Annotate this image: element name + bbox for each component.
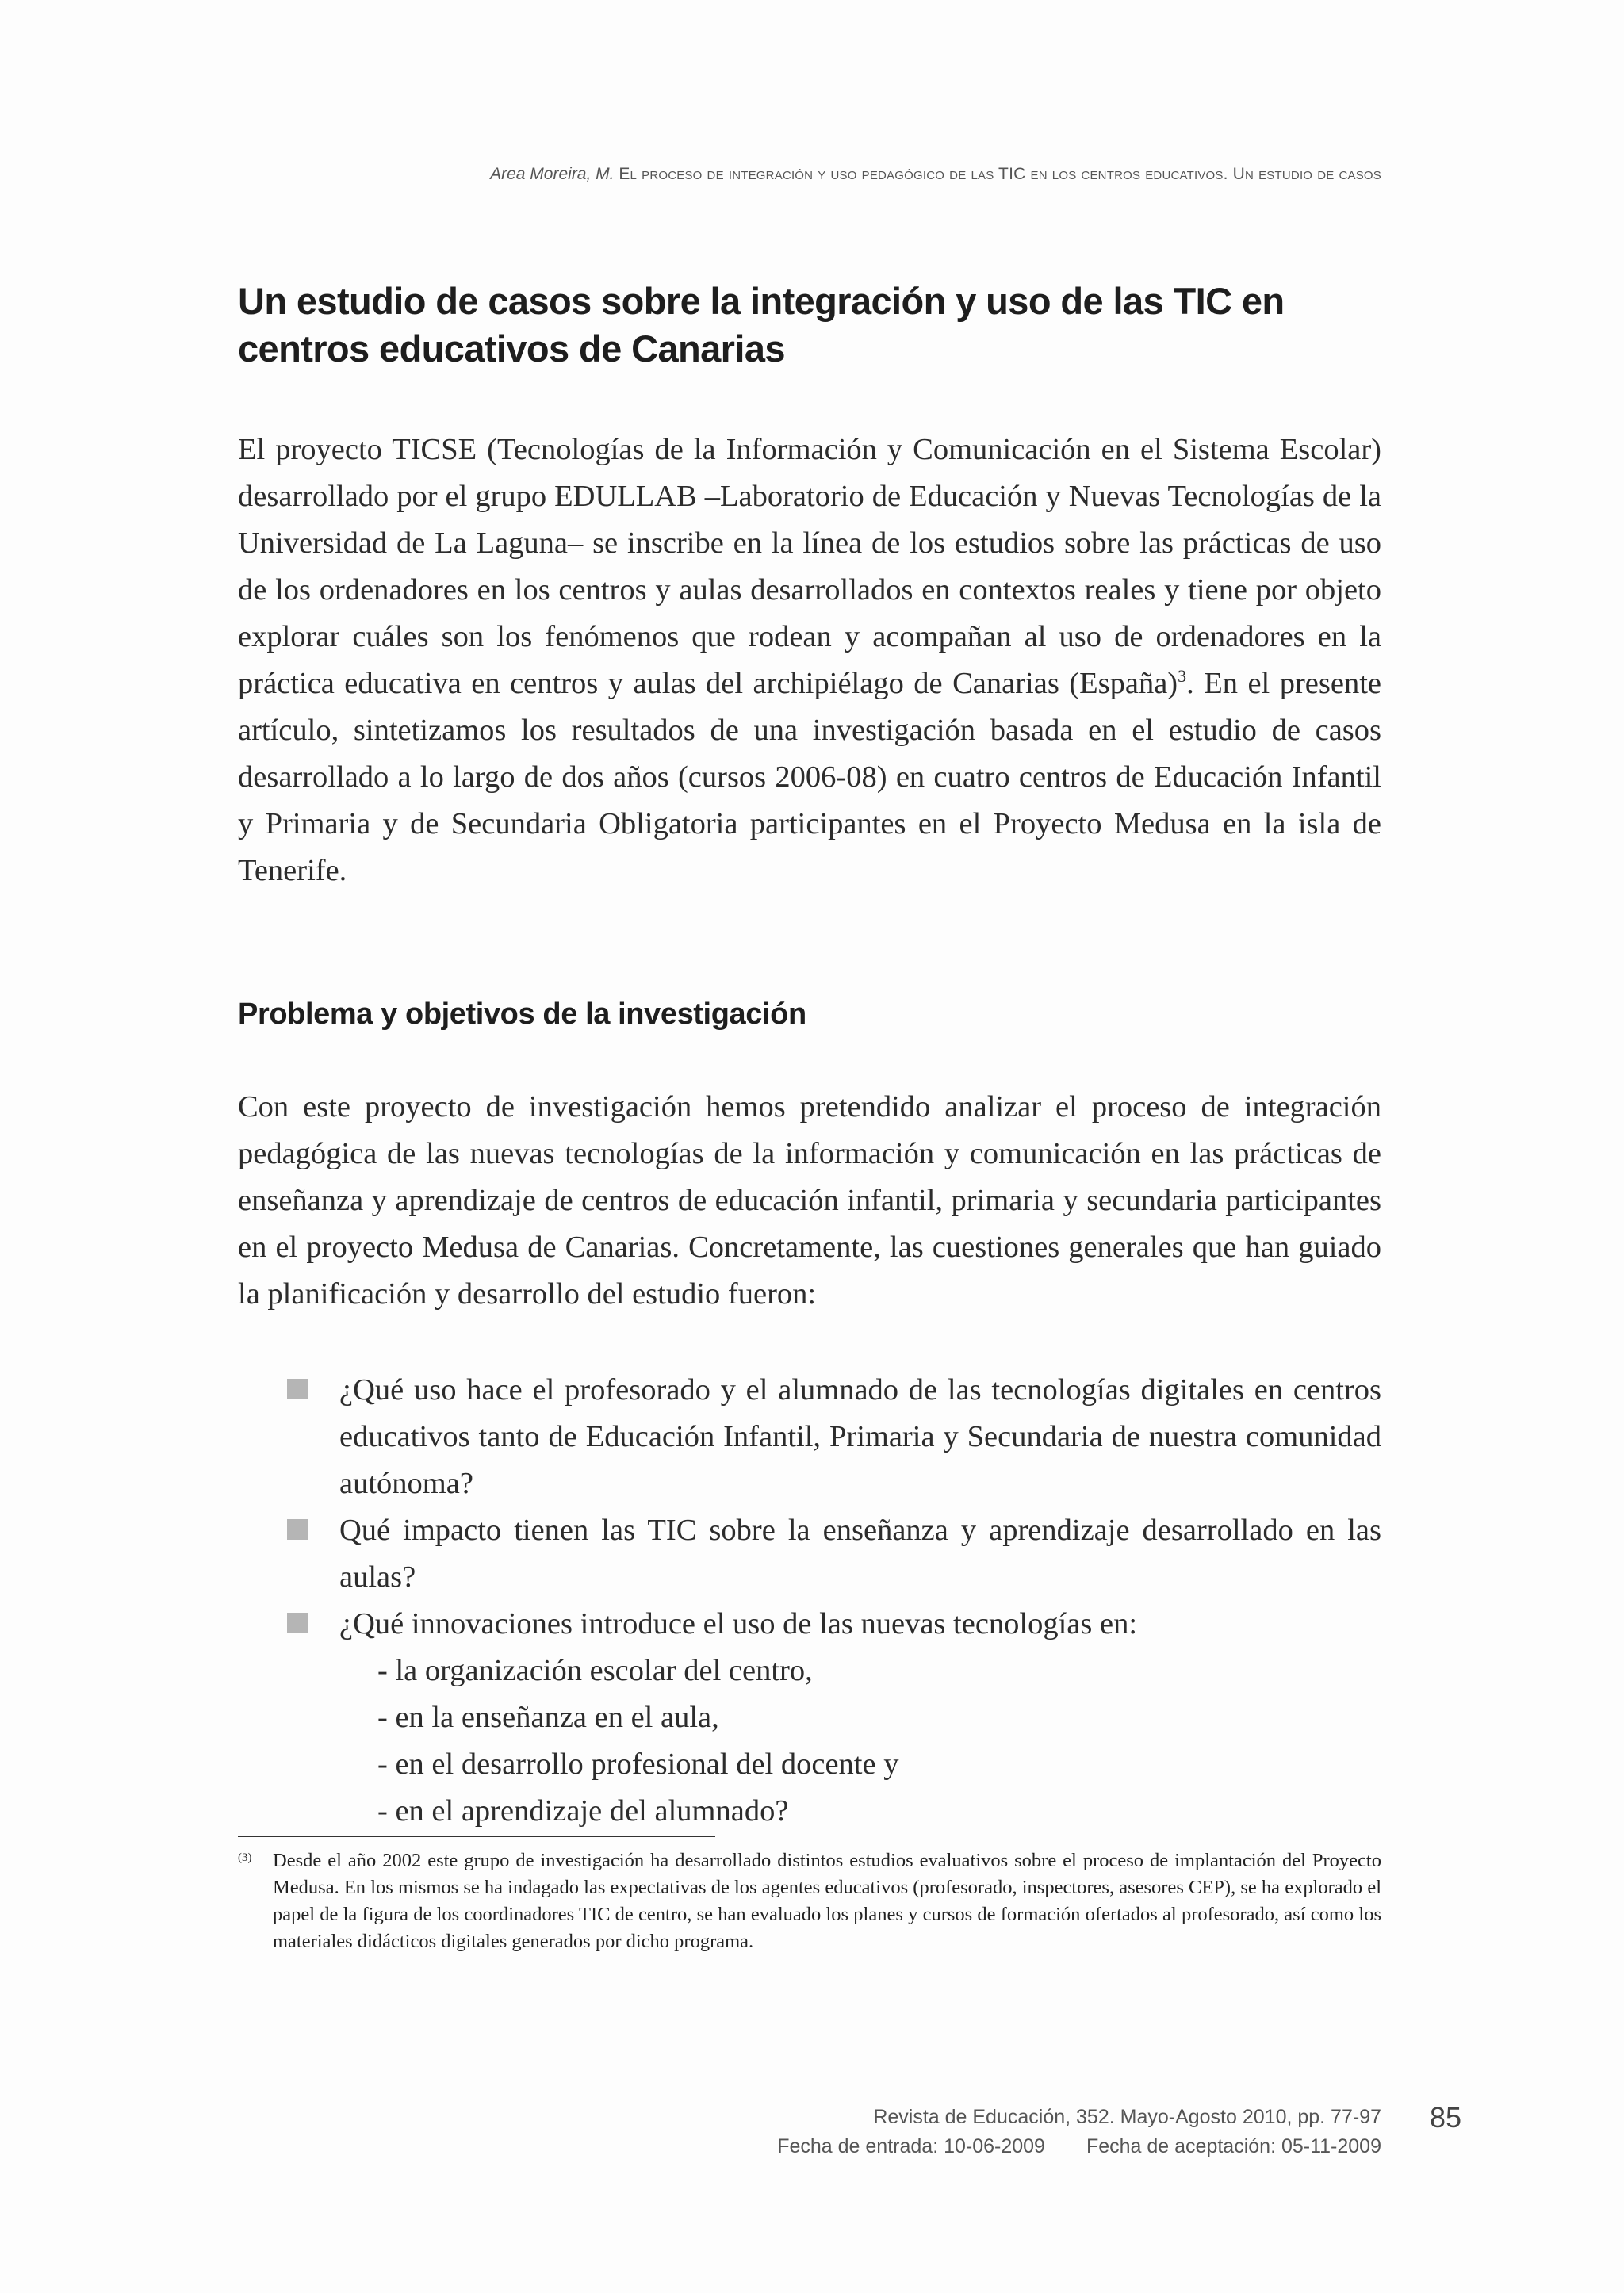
footnote xyxy=(238,1847,1381,1955)
square-bullet-icon xyxy=(287,1519,308,1540)
received-date: Fecha de entrada: 10-06-2009 xyxy=(777,2135,1045,2157)
section-title: Problema y objetivos de la investigación xyxy=(238,997,806,1031)
accepted-date: Fecha de aceptación: 05-11-2009 xyxy=(1086,2135,1381,2157)
footnote-text: Desde el año 2002 este grupo de investigación ha desarrollado distintos estudios evaluativos sobre el proceso de implantación del Proyecto Medusa. En los mismos se ha indagado las expectativas de los agentes educativos (profesorado, inspectores, asesores CEP), se ha explorado el papel de la figura de los coordinadores TIC de centro, se han evaluado los planes y cursos de formación ofertados al profesorado, así como los materiales didácticos digitales generados por dicho programa. xyxy=(273,1850,1381,1952)
footer-dates xyxy=(0,2135,1381,2158)
footnote-reference[interactable]: 3 xyxy=(1178,666,1187,687)
page-number: 85 xyxy=(1430,2101,1462,2134)
square-bullet-icon xyxy=(287,1379,308,1399)
objectives-paragraph: Con este proyecto de investigación hemos pretendido analizar el proceso de integración pedagógica de las nuevas tecnologías de la información y comunicación en las prácticas de enseñanza y aprendizaje de centros de educación infantil, primaria y secundaria participantes en el proyecto Medusa de Canarias. Concretamente, las cuestiones generales que han guiado la planificación y desarrollo del estudio fueron: xyxy=(238,1090,1381,1311)
intro-paragraph-text: El proyecto TICSE (Tecnologías de la Información y Comunicación en el Sistema Escolar) desarrollado por el grupo EDULLAB –Laboratorio de Educación y Nuevas Tecnologías de la Universidad de La Laguna– se inscribe en la línea de los estudios sobre las prácticas de uso de los ordenadores en los centros y aulas desarrollados en contextos reales y tiene por objeto explorar cuáles son los fenómenos que rodean y acompañan al uso de ordenadores en la práctica educativa en centros y aulas del archipiélago de Canarias (España) xyxy=(238,433,1381,700)
innovation-sublist xyxy=(339,1648,1381,1835)
question-text: ¿Qué innovaciones introduce el uso de las nuevas tecnologías en: xyxy=(339,1607,1138,1640)
running-head-author: Area Moreira, M. xyxy=(490,165,615,183)
list-item xyxy=(238,1601,1381,1835)
footnote-mark: (3) xyxy=(238,1851,252,1864)
research-questions-list xyxy=(238,1367,1381,1835)
footnote-divider xyxy=(238,1836,715,1837)
sub-list-item: - en la enseñanza en el aula, xyxy=(377,1701,719,1734)
sub-list-item: - en el desarrollo profesional del docente y xyxy=(377,1748,899,1781)
list-item xyxy=(238,1367,1381,1507)
question-text: ¿Qué uso hace el profesorado y el alumnado de las tecnologías digitales en centros educativos tanto de Educación Infantil, Primaria y Secundaria de nuestra comunidad autónoma? xyxy=(339,1373,1381,1500)
article-title: Un estudio de casos sobre la integración y uso de las TIC en centros educativos de Canarias xyxy=(238,280,1285,369)
list-item xyxy=(238,1507,1381,1601)
running-head xyxy=(0,165,1381,184)
running-head-title: El proceso de integración y uso pedagógico de las TIC en los centros educativos. Un estudio de casos xyxy=(619,165,1381,183)
sub-list-item: - la organización escolar del centro, xyxy=(377,1654,813,1687)
article-body xyxy=(238,278,1381,1835)
intro-paragraph-continuation: . En el presente artículo, sintetizamos los resultados de una investigación basada en el estudio de casos desarrollado a lo largo de dos años (cursos 2006-08) en cuatro centros de Educación Infantil y Primaria y de Secundaria Obligatoria participantes en el Proyecto Medusa en la isla de Tenerife. xyxy=(238,667,1381,887)
question-text: Qué impacto tienen las TIC sobre la enseñanza y aprendizaje desarrollado en las aulas? xyxy=(339,1514,1381,1594)
square-bullet-icon xyxy=(287,1613,308,1633)
footer-journal: Revista de Educación, 352. Mayo-Agosto 2010, pp. 77-97 xyxy=(873,2106,1381,2128)
sub-list-item: - en el aprendizaje del alumnado? xyxy=(377,1794,789,1828)
intro-paragraph xyxy=(238,427,1381,894)
